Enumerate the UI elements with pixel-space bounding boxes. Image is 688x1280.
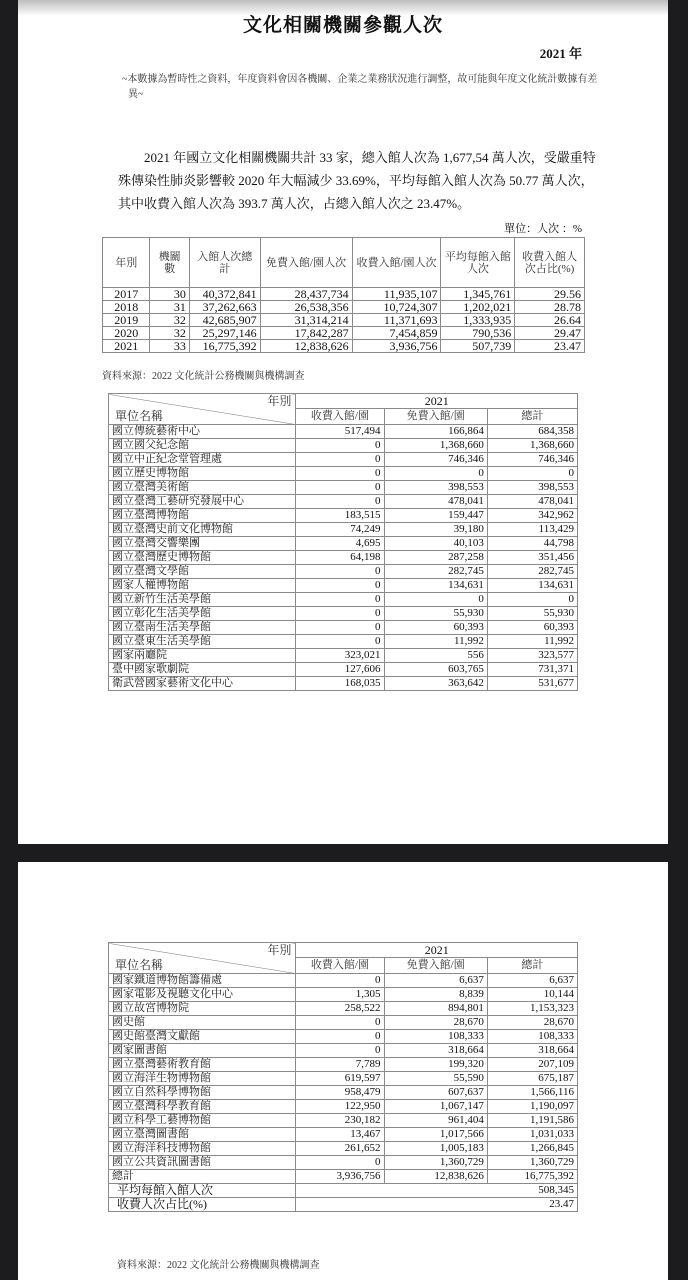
value-cell: 60,393	[487, 621, 577, 635]
row-label-cell: 國史館	[109, 1016, 296, 1030]
value-cell: 0	[296, 1016, 384, 1030]
year-header: 2021	[296, 394, 578, 409]
value-cell: 0	[296, 481, 384, 495]
value-cell: 23.47	[515, 340, 585, 353]
row-label-cell: 國立歷史博物館	[109, 467, 296, 481]
value-cell: 40,372,841	[189, 288, 260, 301]
value-cell: 39,180	[384, 523, 487, 537]
summary-table	[102, 237, 585, 353]
value-cell: 894,801	[384, 1002, 487, 1016]
value-cell: 122,950	[296, 1100, 384, 1114]
value-cell: 507,739	[441, 340, 515, 353]
detail-table-row	[109, 663, 578, 677]
corner-year-label: 年別	[267, 394, 292, 408]
disclaimer-note: ~本數據為暫時性之資料，年度資料會因各機關、企業之業務狀況進行調整，故可能與年度文化統計數據有差異~	[122, 74, 598, 100]
value-cell: 28.78	[515, 301, 585, 314]
row-label-cell: 國立臺灣歷史博物館	[109, 551, 296, 565]
value-cell: 342,962	[487, 509, 577, 523]
document-title: 文化相關機關參觀人次	[242, 14, 443, 36]
value-cell: 32	[150, 327, 189, 340]
document-page-2	[18, 862, 668, 1280]
detail-table-row	[109, 1114, 578, 1128]
column-header: 總計	[487, 958, 577, 974]
row-label-cell: 國立臺灣史前文化博物館	[109, 523, 296, 537]
detail-table-row	[109, 593, 578, 607]
value-cell: 1,333,935	[441, 314, 515, 327]
value-cell: 16,775,392	[487, 1170, 577, 1184]
value-cell: 55,930	[384, 607, 487, 621]
value-cell: 64,198	[296, 551, 384, 565]
value-cell: 1,190,097	[487, 1100, 577, 1114]
document-page-1	[18, 0, 668, 844]
value-cell: 0	[296, 621, 384, 635]
row-label-cell: 國立自然科學博物館	[109, 1086, 296, 1100]
value-cell: 1,266,845	[487, 1142, 577, 1156]
value-cell: 17,842,287	[260, 327, 352, 340]
value-cell: 108,333	[384, 1030, 487, 1044]
value-cell: 166,864	[384, 425, 487, 439]
detail-table-row	[109, 495, 578, 509]
summary-table-row	[103, 340, 585, 353]
row-label-cell: 2018	[103, 301, 150, 314]
value-cell: 790,536	[441, 327, 515, 340]
value-cell: 258,522	[296, 1002, 384, 1016]
column-header: 收費入館/園	[296, 958, 384, 974]
average-row	[109, 1184, 578, 1198]
row-label-cell: 總計	[109, 1170, 296, 1184]
header-cell: 入館人次總計	[189, 238, 260, 288]
value-cell: 11,992	[487, 635, 577, 649]
value-cell: 0	[296, 495, 384, 509]
value-cell: 11,371,693	[352, 314, 441, 327]
value-cell: 29.47	[515, 327, 585, 340]
row-label-cell: 國立臺灣文學館	[109, 565, 296, 579]
average-label: 平均每館入館人次	[109, 1184, 296, 1198]
row-label-cell: 臺中國家歌劇院	[109, 663, 296, 677]
row-label-cell: 國立海洋生物博物館	[109, 1072, 296, 1086]
value-cell: 25,297,146	[189, 327, 260, 340]
row-label-cell: 國家圖書館	[109, 1044, 296, 1058]
value-cell: 318,664	[487, 1044, 577, 1058]
detail-table-row	[109, 988, 578, 1002]
row-label-cell: 國立臺灣圖書館	[109, 1128, 296, 1142]
row-label-cell: 2019	[103, 314, 150, 327]
value-cell: 0	[296, 439, 384, 453]
value-cell: 961,404	[384, 1114, 487, 1128]
row-label-cell: 國家兩廳院	[109, 649, 296, 663]
detail-table-row	[109, 1170, 578, 1184]
summary-table-row	[103, 288, 585, 301]
row-label-cell: 2020	[103, 327, 150, 340]
value-cell: 3,936,756	[296, 1170, 384, 1184]
value-cell: 113,429	[487, 523, 577, 537]
detail-table-row	[109, 1100, 578, 1114]
value-cell: 1,566,116	[487, 1086, 577, 1100]
value-cell: 261,652	[296, 1142, 384, 1156]
value-cell: 28,670	[384, 1016, 487, 1030]
detail-table-row	[109, 974, 578, 988]
value-cell: 1,305	[296, 988, 384, 1002]
summary-paragraph: 2021 年國立文化相關機關共計 33 家，總入館人次為 1,677,54 萬人次，受嚴重特殊傳染性肺炎影響較 2020 年大幅減少 33.69%，平均每館入館人次為 50.77 萬人次，其中收費入館人次為 393.7 萬人次，占總入館人次之 23.47%。	[118, 150, 596, 211]
value-cell: 10,144	[487, 988, 577, 1002]
value-cell: 0	[296, 593, 384, 607]
header-cell: 收費入館/園人次	[352, 238, 441, 288]
value-cell: 0	[487, 467, 577, 481]
value-cell: 0	[296, 1156, 384, 1170]
value-cell: 33	[150, 340, 189, 353]
row-label-cell: 國立中正紀念堂管理處	[109, 453, 296, 467]
detail-table-row	[109, 649, 578, 663]
value-cell: 31,314,214	[260, 314, 352, 327]
column-header: 免費入館/園	[384, 958, 487, 974]
detail-table-row	[109, 481, 578, 495]
value-cell: 159,447	[384, 509, 487, 523]
row-label-cell: 國立彰化生活美學館	[109, 607, 296, 621]
summary-table-header	[103, 238, 585, 288]
value-cell: 323,021	[296, 649, 384, 663]
row-label-cell: 衛武營國家藝術文化中心	[109, 677, 296, 691]
value-cell: 0	[296, 467, 384, 481]
value-cell: 1,017,566	[384, 1128, 487, 1142]
detail-table-row	[109, 509, 578, 523]
value-cell: 0	[384, 593, 487, 607]
row-label-cell: 國立臺灣工藝研究發展中心	[109, 495, 296, 509]
row-label-cell: 國家鐵道博物館籌備處	[109, 974, 296, 988]
row-label-cell: 國家人權博物館	[109, 579, 296, 593]
detail-table-row	[109, 579, 578, 593]
detail-table-row	[109, 1128, 578, 1142]
value-cell: 134,631	[487, 579, 577, 593]
detail-table-row	[109, 1030, 578, 1044]
value-cell: 517,494	[296, 425, 384, 439]
value-cell: 28,437,734	[260, 288, 352, 301]
corner-name-label: 單位名稱	[115, 958, 164, 972]
value-cell: 16,775,392	[189, 340, 260, 353]
value-cell: 0	[296, 607, 384, 621]
value-cell: 0	[487, 593, 577, 607]
detail-table-row	[109, 1058, 578, 1072]
value-cell: 684,358	[487, 425, 577, 439]
value-cell: 1,202,021	[441, 301, 515, 314]
row-label-cell: 國立臺灣藝術教育館	[109, 1058, 296, 1072]
header-cell: 平均每館入館人次	[441, 238, 515, 288]
detail-table-row	[109, 1002, 578, 1016]
value-cell: 12,838,626	[384, 1170, 487, 1184]
value-cell: 37,262,663	[189, 301, 260, 314]
value-cell: 1,360,729	[384, 1156, 487, 1170]
value-cell: 1,368,660	[384, 439, 487, 453]
value-cell: 183,515	[296, 509, 384, 523]
row-label-cell: 國立科學工藝博物館	[109, 1114, 296, 1128]
value-cell: 1,368,660	[487, 439, 577, 453]
value-cell: 398,553	[384, 481, 487, 495]
value-cell: 42,685,907	[189, 314, 260, 327]
value-cell: 0	[384, 467, 487, 481]
data-source: 資料來源：2022 文化統計公務機關與機構調查	[102, 371, 305, 382]
row-label-cell: 2017	[103, 288, 150, 301]
row-label-cell: 國家電影及視聽文化中心	[109, 988, 296, 1002]
value-cell: 44,798	[487, 537, 577, 551]
year-header: 2021	[296, 943, 578, 958]
row-label-cell: 國立臺東生活美學館	[109, 635, 296, 649]
value-cell: 0	[296, 579, 384, 593]
value-cell: 0	[296, 565, 384, 579]
detail-table-row	[109, 1016, 578, 1030]
detail-table-row	[109, 439, 578, 453]
value-cell: 531,677	[487, 677, 577, 691]
value-cell: 134,631	[384, 579, 487, 593]
value-cell: 1,345,761	[441, 288, 515, 301]
value-cell: 363,642	[384, 677, 487, 691]
detail-table-row	[109, 621, 578, 635]
detail-table-row	[109, 537, 578, 551]
header-cell: 免費入館/園人次	[260, 238, 352, 288]
row-label-cell: 國立海洋科技博物館	[109, 1142, 296, 1156]
column-header: 免費入館/園	[384, 409, 487, 425]
value-cell: 323,577	[487, 649, 577, 663]
value-cell: 746,346	[487, 453, 577, 467]
year-label: 2021 年	[539, 46, 582, 61]
ratio-value: 23.47	[296, 1198, 578, 1212]
value-cell: 675,187	[487, 1072, 577, 1086]
detail-table-row	[109, 523, 578, 537]
row-label-cell: 國立臺灣美術館	[109, 481, 296, 495]
summary-table-row	[103, 314, 585, 327]
detail-table-page-1	[108, 393, 578, 691]
detail-table-row	[109, 607, 578, 621]
value-cell: 12,838,626	[260, 340, 352, 353]
value-cell: 478,041	[384, 495, 487, 509]
row-label-cell: 國立臺灣交響樂團	[109, 537, 296, 551]
value-cell: 607,637	[384, 1086, 487, 1100]
detail-table-row	[109, 551, 578, 565]
row-label-cell: 國立傳統藝術中心	[109, 425, 296, 439]
detail-table-row	[109, 1044, 578, 1058]
value-cell: 1,067,147	[384, 1100, 487, 1114]
corner-header-cell	[109, 943, 296, 974]
average-value: 508,345	[296, 1184, 578, 1198]
detail-table-row	[109, 677, 578, 691]
detail-table-row	[109, 1072, 578, 1086]
value-cell: 11,935,107	[352, 288, 441, 301]
detail-table-page-2	[108, 942, 578, 1212]
value-cell: 55,590	[384, 1072, 487, 1086]
row-label-cell: 國史館臺灣文獻館	[109, 1030, 296, 1044]
row-label-cell: 國立故宮博物院	[109, 1002, 296, 1016]
value-cell: 74,249	[296, 523, 384, 537]
detail-table-row	[109, 467, 578, 481]
value-cell: 26.64	[515, 314, 585, 327]
value-cell: 29.56	[515, 288, 585, 301]
value-cell: 199,320	[384, 1058, 487, 1072]
column-header: 收費入館/園	[296, 409, 384, 425]
value-cell: 8,839	[384, 988, 487, 1002]
value-cell: 127,606	[296, 663, 384, 677]
summary-table-row	[103, 327, 585, 340]
value-cell: 478,041	[487, 495, 577, 509]
value-cell: 282,745	[384, 565, 487, 579]
value-cell: 13,467	[296, 1128, 384, 1142]
value-cell: 4,695	[296, 537, 384, 551]
value-cell: 603,765	[384, 663, 487, 677]
value-cell: 0	[296, 453, 384, 467]
value-cell: 0	[296, 974, 384, 988]
value-cell: 746,346	[384, 453, 487, 467]
unit-label: 單位：人次 ：%	[504, 223, 582, 235]
value-cell: 556	[384, 649, 487, 663]
value-cell: 7,789	[296, 1058, 384, 1072]
value-cell: 318,664	[384, 1044, 487, 1058]
detail-table-row	[109, 1156, 578, 1170]
detail-table-row	[109, 1142, 578, 1156]
ratio-row	[109, 1198, 578, 1212]
detail-table-row	[109, 453, 578, 467]
row-label-cell: 國立臺灣博物館	[109, 509, 296, 523]
value-cell: 230,182	[296, 1114, 384, 1128]
row-label-cell: 國立國父紀念館	[109, 439, 296, 453]
ratio-label: 收費人次占比(%)	[109, 1198, 296, 1212]
value-cell: 1,031,033	[487, 1128, 577, 1142]
summary-table-row	[103, 301, 585, 314]
value-cell: 1,153,323	[487, 1002, 577, 1016]
detail-table-row	[109, 1086, 578, 1100]
value-cell: 1,360,729	[487, 1156, 577, 1170]
value-cell: 1,191,586	[487, 1114, 577, 1128]
header-cell: 機關數	[150, 238, 189, 288]
value-cell: 1,005,183	[384, 1142, 487, 1156]
value-cell: 0	[296, 1044, 384, 1058]
row-label-cell: 國立新竹生活美學館	[109, 593, 296, 607]
value-cell: 287,258	[384, 551, 487, 565]
value-cell: 351,456	[487, 551, 577, 565]
value-cell: 0	[296, 1030, 384, 1044]
value-cell: 40,103	[384, 537, 487, 551]
header-cell: 收費入館人次占比(%)	[515, 238, 585, 288]
detail-table-row	[109, 565, 578, 579]
header-cell: 年別	[103, 238, 150, 288]
row-label-cell: 國立公共資訊圖書館	[109, 1156, 296, 1170]
value-cell: 32	[150, 314, 189, 327]
value-cell: 207,109	[487, 1058, 577, 1072]
value-cell: 3,936,756	[352, 340, 441, 353]
value-cell: 958,479	[296, 1086, 384, 1100]
row-label-cell: 國立臺灣科學教育館	[109, 1100, 296, 1114]
value-cell: 6,637	[384, 974, 487, 988]
corner-header-cell	[109, 394, 296, 425]
value-cell: 30	[150, 288, 189, 301]
value-cell: 282,745	[487, 565, 577, 579]
value-cell: 7,454,859	[352, 327, 441, 340]
value-cell: 108,333	[487, 1030, 577, 1044]
value-cell: 168,035	[296, 677, 384, 691]
row-label-cell: 2021	[103, 340, 150, 353]
detail-table-row	[109, 635, 578, 649]
corner-name-label: 單位名稱	[115, 409, 164, 423]
value-cell: 619,597	[296, 1072, 384, 1086]
value-cell: 26,538,356	[260, 301, 352, 314]
value-cell: 731,371	[487, 663, 577, 677]
column-header: 總計	[487, 409, 577, 425]
value-cell: 28,670	[487, 1016, 577, 1030]
value-cell: 10,724,307	[352, 301, 441, 314]
value-cell: 31	[150, 301, 189, 314]
value-cell: 11,992	[384, 635, 487, 649]
value-cell: 6,637	[487, 974, 577, 988]
corner-year-label: 年別	[267, 943, 292, 957]
value-cell: 398,553	[487, 481, 577, 495]
value-cell: 0	[296, 635, 384, 649]
row-label-cell: 國立臺南生活美學館	[109, 621, 296, 635]
data-source: 資料來源：2022 文化統計公務機關與機構調查	[117, 1260, 320, 1271]
value-cell: 60,393	[384, 621, 487, 635]
value-cell: 55,930	[487, 607, 577, 621]
detail-table-row	[109, 425, 578, 439]
